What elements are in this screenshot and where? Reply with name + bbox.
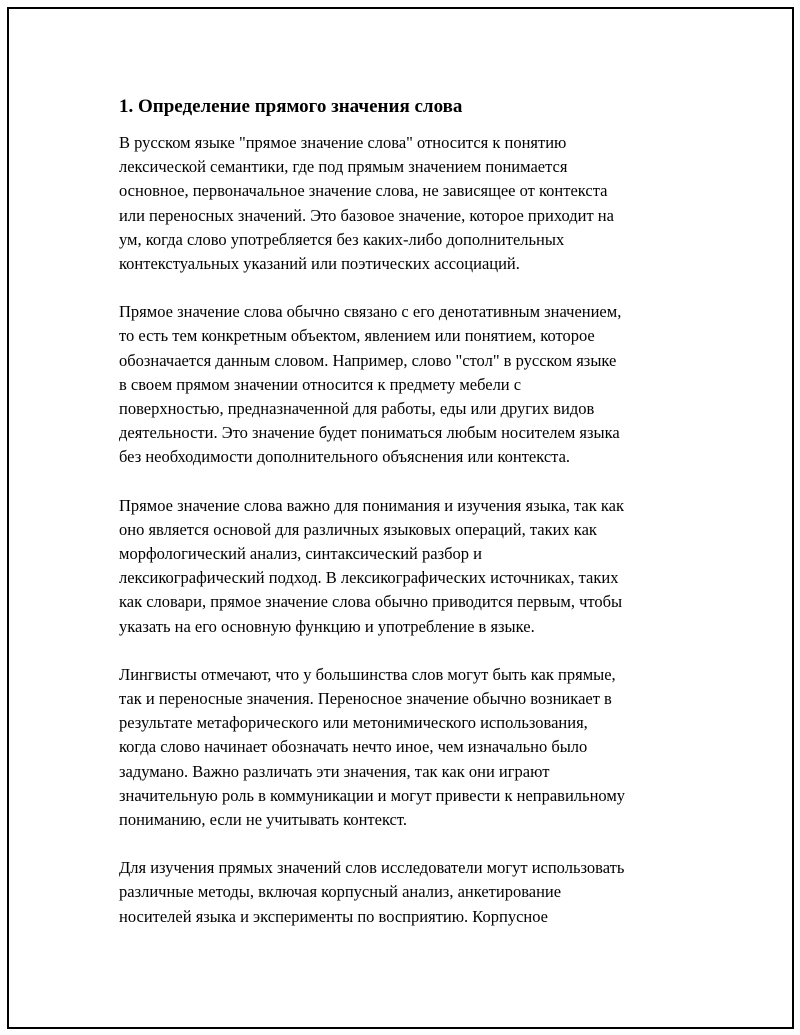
- text-line: когда слово начинает обозначать нечто иное, чем изначально было: [119, 737, 588, 757]
- paragraph-2: [119, 300, 699, 469]
- text-line: то есть тем конкретным объектом, явлением или понятием, которое: [119, 326, 595, 346]
- text-line: оно является основой для различных языковых операций, таких как: [119, 519, 597, 539]
- text-line: указать на его основную функцию и употребление в языке.: [119, 616, 535, 636]
- text-line: В русском языке "прямое значение слова" относится к понятию: [119, 133, 567, 152]
- text-line: лексикографический подход. В лексикографических источниках, таких: [119, 568, 619, 588]
- text-line: контекстуальных указаний или поэтических ассоциаций.: [119, 254, 520, 274]
- text-line: деятельности. Это значение будет пониматься любым носителем языка: [119, 423, 620, 443]
- text-line: различные методы, включая корпусный анализ, анкетирование: [119, 882, 562, 902]
- text-line: задумано. Важно различать эти значения, так как они играют: [119, 761, 550, 781]
- text-line: Прямое значение слова важно для понимания и изучения языка, так как: [119, 495, 624, 515]
- text-line: или переносных значений. Это базовое значение, которое приходит на: [119, 205, 614, 225]
- text-line: носителей языка и эксперименты по восприятию. Корпусное: [119, 906, 548, 926]
- text-line: основное, первоначальное значение слова, не зависящее от контекста: [119, 181, 608, 201]
- text-line: без необходимости дополнительного объяснения или контекста.: [119, 447, 571, 467]
- text-line: так и переносные значения. Переносное значение обычно возникает в: [119, 689, 612, 709]
- text-line: лексической семантики, где под прямым значением понимается: [119, 157, 568, 177]
- text-line: поверхностью, предназначенной для работы, еды или других видов: [119, 399, 595, 419]
- paragraph-1: [119, 131, 699, 276]
- text-line: значительную роль в коммуникации и могут привести к неправильному: [119, 785, 626, 805]
- paragraph-4: [119, 663, 699, 832]
- paragraph-5: [119, 856, 699, 929]
- text-line: Прямое значение слова обычно связано с его денотативным значением,: [119, 302, 622, 322]
- text-line: обозначается данным словом. Например, слово "стол" в русском языке: [119, 350, 617, 370]
- text-line: морфологический анализ, синтаксический разбор и: [119, 544, 482, 564]
- document-body: [119, 95, 699, 953]
- text-line: пониманию, если не учитывать контекст.: [119, 810, 407, 830]
- text-line: Для изучения прямых значений слов исследователи могут использовать: [119, 858, 625, 878]
- text-line: как словари, прямое значение слова обычно приводится первым, чтобы: [119, 592, 623, 612]
- text-line: ум, когда слово употребляется без каких-либо дополнительных: [119, 229, 565, 249]
- text-line: результате метафорического или метонимического использования,: [119, 713, 588, 733]
- text-line: в своем прямом значении относится к предмету мебели с: [119, 374, 522, 394]
- document-page: [7, 7, 794, 1029]
- section-heading: 1. Определение прямого значения слова: [119, 96, 463, 117]
- text-line: Лингвисты отмечают, что у большинства слов могут быть как прямые,: [119, 664, 616, 684]
- paragraph-3: [119, 494, 699, 639]
